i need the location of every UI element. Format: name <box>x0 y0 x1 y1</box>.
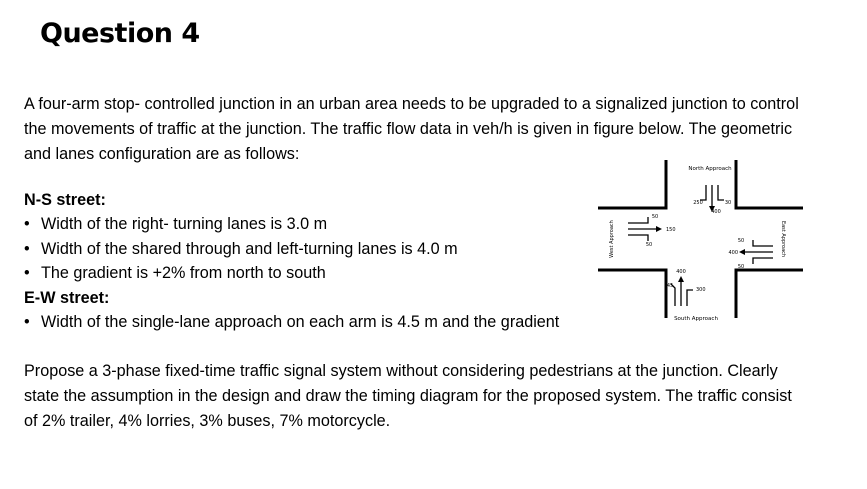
bullet-dot: • <box>24 215 30 233</box>
bullet-text: Width of the shared through and left-turning lanes is 4.0 m <box>41 239 458 258</box>
outro-line: state the assumption in the design and draw the timing diagram for the proposed system. The traffic consist <box>24 387 792 405</box>
east-right-arrow <box>753 240 773 246</box>
bullet-item <box>24 261 594 286</box>
bullet-dot: • <box>24 239 30 258</box>
kerb-ne <box>736 160 803 208</box>
west-left-arrow <box>628 217 648 223</box>
geometry-section <box>24 188 594 334</box>
east-approach-label: East Approach <box>780 220 786 258</box>
west-through-arrowhead <box>656 226 662 232</box>
kerb-sw <box>598 270 666 318</box>
bullet-text: The gradient is +2% from north to south <box>41 264 326 282</box>
south-left-volume: 45 <box>666 283 674 289</box>
outro-paragraph <box>24 359 836 434</box>
kerb-nw <box>598 160 666 208</box>
west-bottom-volume: 50 <box>645 242 653 248</box>
north-left-arrow <box>718 185 724 200</box>
intro-line: and lanes configuration are as follows: <box>24 145 300 163</box>
north-approach-movements <box>693 185 731 215</box>
bullet-dot: • <box>24 312 30 331</box>
south-through-arrowhead <box>678 276 684 282</box>
north-approach-label: North Approach <box>688 166 732 172</box>
ew-street-heading: E-W street: <box>24 288 110 307</box>
bullet-dot: • <box>24 264 30 282</box>
east-through-volume: 400 <box>728 250 738 256</box>
north-left-volume: 30 <box>724 200 732 206</box>
bullet-item <box>24 310 594 335</box>
east-top-volume: 50 <box>737 238 745 244</box>
north-right-arrow <box>700 185 706 200</box>
east-left-arrow <box>753 258 773 264</box>
ns-street-heading: N-S street: <box>24 191 106 209</box>
junction-kerbs <box>598 160 803 318</box>
west-approach-movements <box>628 214 676 248</box>
north-through-volume: 400 <box>711 209 721 215</box>
south-approach-label: South Approach <box>674 316 718 322</box>
east-bottom-volume: 50 <box>737 264 745 270</box>
junction-diagram <box>598 158 808 328</box>
bullet-item <box>24 237 594 262</box>
bullet-text: Width of the right- turning lanes is 3.0 m <box>41 215 328 233</box>
outro-line: of 2% trailer, 4% lorries, 3% buses, 7% motorcycle. <box>24 412 391 430</box>
bullet-item <box>24 212 594 237</box>
north-right-volume: 250 <box>693 200 703 206</box>
intro-paragraph <box>24 92 836 167</box>
south-through-volume: 400 <box>676 269 686 275</box>
west-top-volume: 50 <box>651 214 659 220</box>
outro-line: Propose a 3-phase fixed-time traffic signal system without considering pedestrians at the junction. Clearly <box>24 362 778 380</box>
question-title: Question 4 <box>40 18 200 49</box>
west-right-arrow <box>628 235 648 241</box>
west-approach-label: West Approach <box>609 220 615 258</box>
intro-line: the movements of traffic at the junction. The traffic flow data in veh/h is given in figure below. The geometric <box>24 120 793 138</box>
south-right-volume: 300 <box>696 287 706 293</box>
bullet-text: Width of the single-lane approach on each arm is 4.5 m and the gradient <box>41 312 560 331</box>
east-through-arrowhead <box>739 249 745 255</box>
west-through-volume: 150 <box>666 227 676 233</box>
south-right-arrow <box>687 290 693 306</box>
kerb-se <box>736 270 803 318</box>
intro-line: A four-arm stop- controlled junction in an urban area needs to be upgraded to a signalized junction to control <box>24 95 799 113</box>
south-approach-movements <box>667 269 706 306</box>
east-approach-movements <box>728 238 773 270</box>
